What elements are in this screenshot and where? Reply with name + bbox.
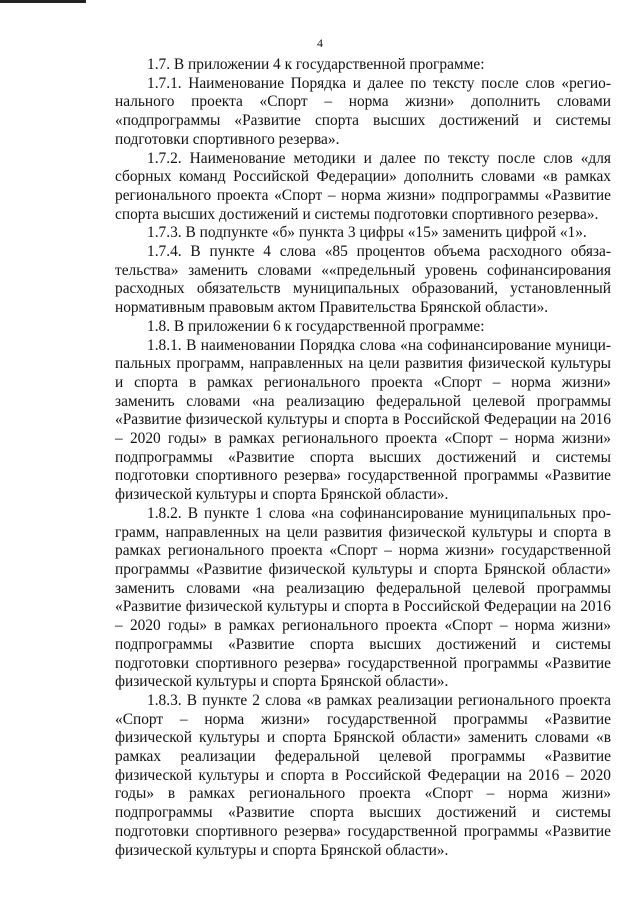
paragraph-1-7-1: 1.7.1. Наименование Порядка и далее по тексту после слов «регионального проекта «Спорт – норма жизни» дополнить словами «подпрограммы «Развитие спорта высших достижений и системы подготовки спортивного резерва». xyxy=(115,74,611,148)
paragraph-1-7-2: 1.7.2. Наименование методики и далее по тексту после слов «для сборных команд Российской Федерации» дополнить словами «в рамках регионального проекта «Спорт – норма жизни» подпрограммы «Развитие спорта высших достижений и системы подготовки спортивного резерва». xyxy=(115,149,611,223)
page-number: 4 xyxy=(317,36,323,50)
paragraph-1-8-1: 1.8.1. В наименовании Порядка слова «на софинансирование муниципальных программ, направленных на цели развития физической культуры и спорта в рамках регионального проекта «Спорт – норма жизни» заменить словами «на реализацию федеральной целевой программы «Развитие физической культуры и спорта в Российской Федерации на 2016 – 2020 годы» в рамках регионального проекта «Спорт – норма жизни» подпрограммы «Развитие спорта высших достижений и системы подготовки спортивного резерва» государственной программы «Развитие физической культуры и спорта Брянской области». xyxy=(115,336,611,504)
paragraph-1-8-2: 1.8.2. В пункте 1 слова «на софинансирование муниципальных программ, направленных на цели развития физической культуры и спорта в рамках регионального проекта «Спорт – норма жизни» государственной программы «Развитие физической культуры и спорта Брянской области» заменить словами «на реализацию федеральной целевой программы «Развитие физической культуры и спорта в Российской Федерации на 2016 – 2020 годы» в рамках регионального проекта «Спорт – норма жизни» подпрограммы «Развитие спорта высших достижений и системы подготовки спортивного резерва» государственной программы «Развитие физической культуры и спорта Брянской области». xyxy=(115,504,611,691)
paragraph-1-8: 1.8. В приложении 6 к государственной программе: xyxy=(147,317,485,335)
paragraph-1-7-3: 1.7.3. В подпункте «б» пункта 3 цифры «15» заменить цифрой «1». xyxy=(147,224,587,242)
paragraph-1-7-4: 1.7.4. В пункте 4 слова «85 процентов объема расходного обязательства» заменить словами ««предельный уровень софинансирования расходных обязательств муниципальных образований, установленный нормативным правовым актом Правительства Брянской области». xyxy=(115,243,611,317)
paragraph-1-8-3: 1.8.3. В пункте 2 слова «в рамках реализации регионального проекта «Спорт – норма жизни» государственной программы «Развитие физической культуры и спорта Брянской области» заменить словами «в рамках реализации федеральной целевой программы «Развитие физической культуры и спорта в Российской Федерации на 2016 – 2020 годы» в рамках регионального проекта «Спорт – норма жизни» подпрограммы «Развитие спорта высших достижений и системы подготовки спортивного резерва» государственной программы «Развитие физической культуры и спорта Брянской области». xyxy=(115,691,611,859)
document-body xyxy=(115,56,611,860)
paragraph-1-7: 1.7. В приложении 4 к государственной программе: xyxy=(147,56,485,73)
top-rule-decoration xyxy=(0,0,86,3)
